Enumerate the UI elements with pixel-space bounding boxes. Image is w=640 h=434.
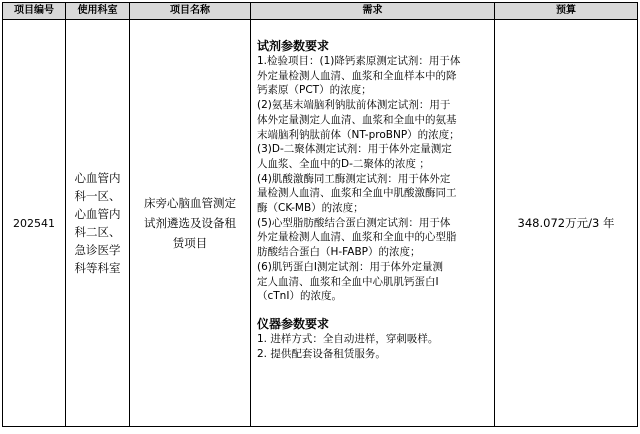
- reagent-line: (2)氨基末端脑利钠肽前体测定试剂：用于: [257, 99, 451, 112]
- reagent-line: （cTnI）的浓度。: [257, 290, 342, 303]
- department-cell: [66, 20, 130, 427]
- instrument-item: 2. 提供配套设备租赁服务。: [257, 347, 386, 360]
- reagent-line: (4)肌酸激酶同工酶测定试剂：用于体外定: [257, 172, 451, 185]
- table-row: [3, 20, 638, 427]
- reagent-line: 外定量检测人血清、血浆和全血中的心型脂: [257, 231, 457, 244]
- project-code-cell: 202541: [3, 20, 66, 427]
- reagent-line: 体外定量测定人血清、血浆和全血中的氨基: [257, 113, 457, 126]
- department-line: 科一区、: [74, 189, 121, 203]
- reagent-line: 外定量检测人血清、血浆和全血样本中的降: [257, 69, 457, 82]
- reagent-item: [257, 172, 490, 216]
- department-line: 心血管内: [74, 207, 121, 221]
- department-line: 科等科室: [74, 261, 121, 275]
- reagent-line: (5)心型脂肪酸结合蛋白测定试剂：用于体: [257, 216, 451, 229]
- requirements-cell: [251, 20, 495, 427]
- header-project-name: 项目名称: [130, 3, 251, 20]
- department-line: 科二区、: [74, 225, 121, 239]
- reagent-line: 末端脑利钠肽前体（NT-proBNP）的浓度；: [257, 128, 460, 141]
- budget-cell: 348.072万元/3 年: [495, 20, 638, 427]
- reagent-line: 肪酸结合蛋白（H-FABP）的浓度；: [257, 246, 421, 259]
- reagent-line: 人血浆、全血中的D-二聚体的浓度 ；: [257, 157, 430, 170]
- header-budget: 预算: [495, 3, 638, 20]
- instrument-section-title: 仪器参数要求: [257, 316, 330, 331]
- reagent-section-title: 试剂参数要求: [257, 39, 330, 53]
- reagent-item: [257, 142, 490, 171]
- reagent-line: 钙素原（PCT）的浓度；: [257, 84, 372, 97]
- reagent-item: [257, 260, 490, 304]
- header-department: 使用科室: [66, 3, 130, 20]
- reagent-item: [257, 54, 490, 98]
- department-line: 急诊医学: [74, 243, 121, 257]
- project-name-line: 赁项目: [172, 236, 208, 250]
- reagent-line: 量检测人血清、血浆和全血中肌酸激酶同工: [257, 187, 457, 200]
- requirements-table: [2, 2, 638, 427]
- reagent-item: [257, 98, 490, 142]
- reagent-item: [257, 216, 490, 260]
- table-header-row: [3, 3, 638, 20]
- reagent-line: 1.检验项目：(1)降钙素原测定试剂：用于体: [257, 55, 461, 67]
- department-line: 心血管内: [74, 171, 121, 185]
- header-requirements: 需求: [251, 3, 495, 20]
- project-name-line: 试剂遴选及设备租: [144, 216, 236, 230]
- instrument-item: 1. 进样方式：全自动进样，穿刺吸样。: [257, 332, 439, 345]
- header-project-code: 项目编号: [3, 3, 66, 20]
- reagent-line: 定人血清、血浆和全血中心肌肌钙蛋白Ⅰ: [257, 275, 439, 288]
- project-name-cell: [130, 20, 251, 427]
- project-name-line: 床旁心脑血管测定: [144, 196, 236, 210]
- reagent-line: 酶（CK-MB）的浓度；: [257, 202, 364, 215]
- reagent-line: (3)D-二聚体测定试剂：用于体外定量测定: [257, 143, 452, 156]
- reagent-line: (6)肌钙蛋白Ⅰ测定试剂：用于体外定量测: [257, 260, 443, 273]
